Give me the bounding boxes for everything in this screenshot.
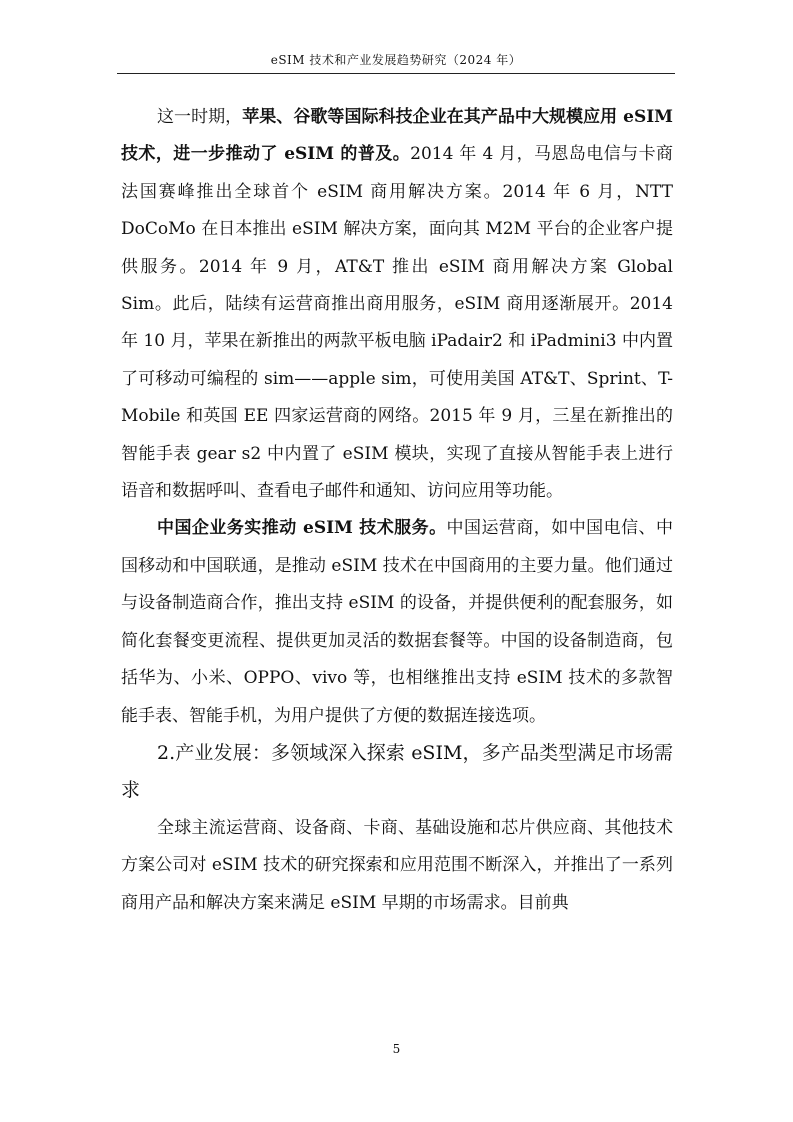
page-number: 5 [392,1042,401,1056]
paragraph-industry-development: 全球主流运营商、设备商、卡商、基础设施和芯片供应商、其他技术方案公司对 eSIM 技术的研究探索和应用范围不断深入，并推出了一系列商用产品和解决方案来满足 eSIM 早期的市场需求。目前典 [121,817,673,913]
paragraph-lead: 这一时期， [157,107,243,127]
document-body [121,99,673,922]
paragraph-china-enterprises [121,510,673,734]
header-rule [117,73,675,74]
paragraph-text: 中国运营商，如中国电信、中国移动和中国联通，是推动 eSIM 技术在中国商用的主要力量。他们通过与设备制造商合作，推出支持 eSIM 的设备，并提供便利的配套服务，如简化套餐变更流程、提供更加灵活的数据套餐等。中国的设备制造商，包括华为、小米、OPPO、vivo 等，也相继推出支持 eSIM 技术的多款智能手表、智能手机，为用户提供了方便的数据连接选项。 [121,518,673,726]
section-heading: 2.产业发展：多领域深入探索 eSIM，多产品类型满足市场需求 [121,741,673,802]
paragraph-bold-lead: 苹果、谷歌等国际科技企业在其产品中大规模应用 eSIM 技术，进一步推动了 eSIM 的普及。 [121,107,674,165]
paragraph-international-adoption [121,99,673,510]
paragraph-bold-lead: 中国企业务实推动 eSIM 技术服务。 [157,518,447,539]
running-header: eSIM 技术和产业发展趋势研究（2024 年） [270,53,522,67]
paragraph-text: 2014 年 4 月，马恩岛电信与卡商法国赛峰推出全球首个 eSIM 商用解决方案。2014 年 6 月，NTT DoCoMo 在日本推出 eSIM 解决方案，面向其 M2M 平台的企业客户提供服务。2014 年 9 月，AT&T 推出 eSIM 商用解决方案 Global Sim。此后，陆续有运营商推出商用服务，eSIM 商用逐渐展开。2014 年 10 月，苹果在新推出的两款平板电脑 iPadair2 和 iPadmini3 中内置了可移动可编程的 sim——apple sim，可使用美国 AT&T、Sprint、T-Mobile 和英国 EE 四家运营商的网络。2015 年 9 月，三星在新推出的智能手表 gear s2 中内置了 eSIM 模块，实现了直接从智能手表上进行语音和数据呼叫、查看电子邮件和通知、访问应用等功能。 [121,144,674,502]
